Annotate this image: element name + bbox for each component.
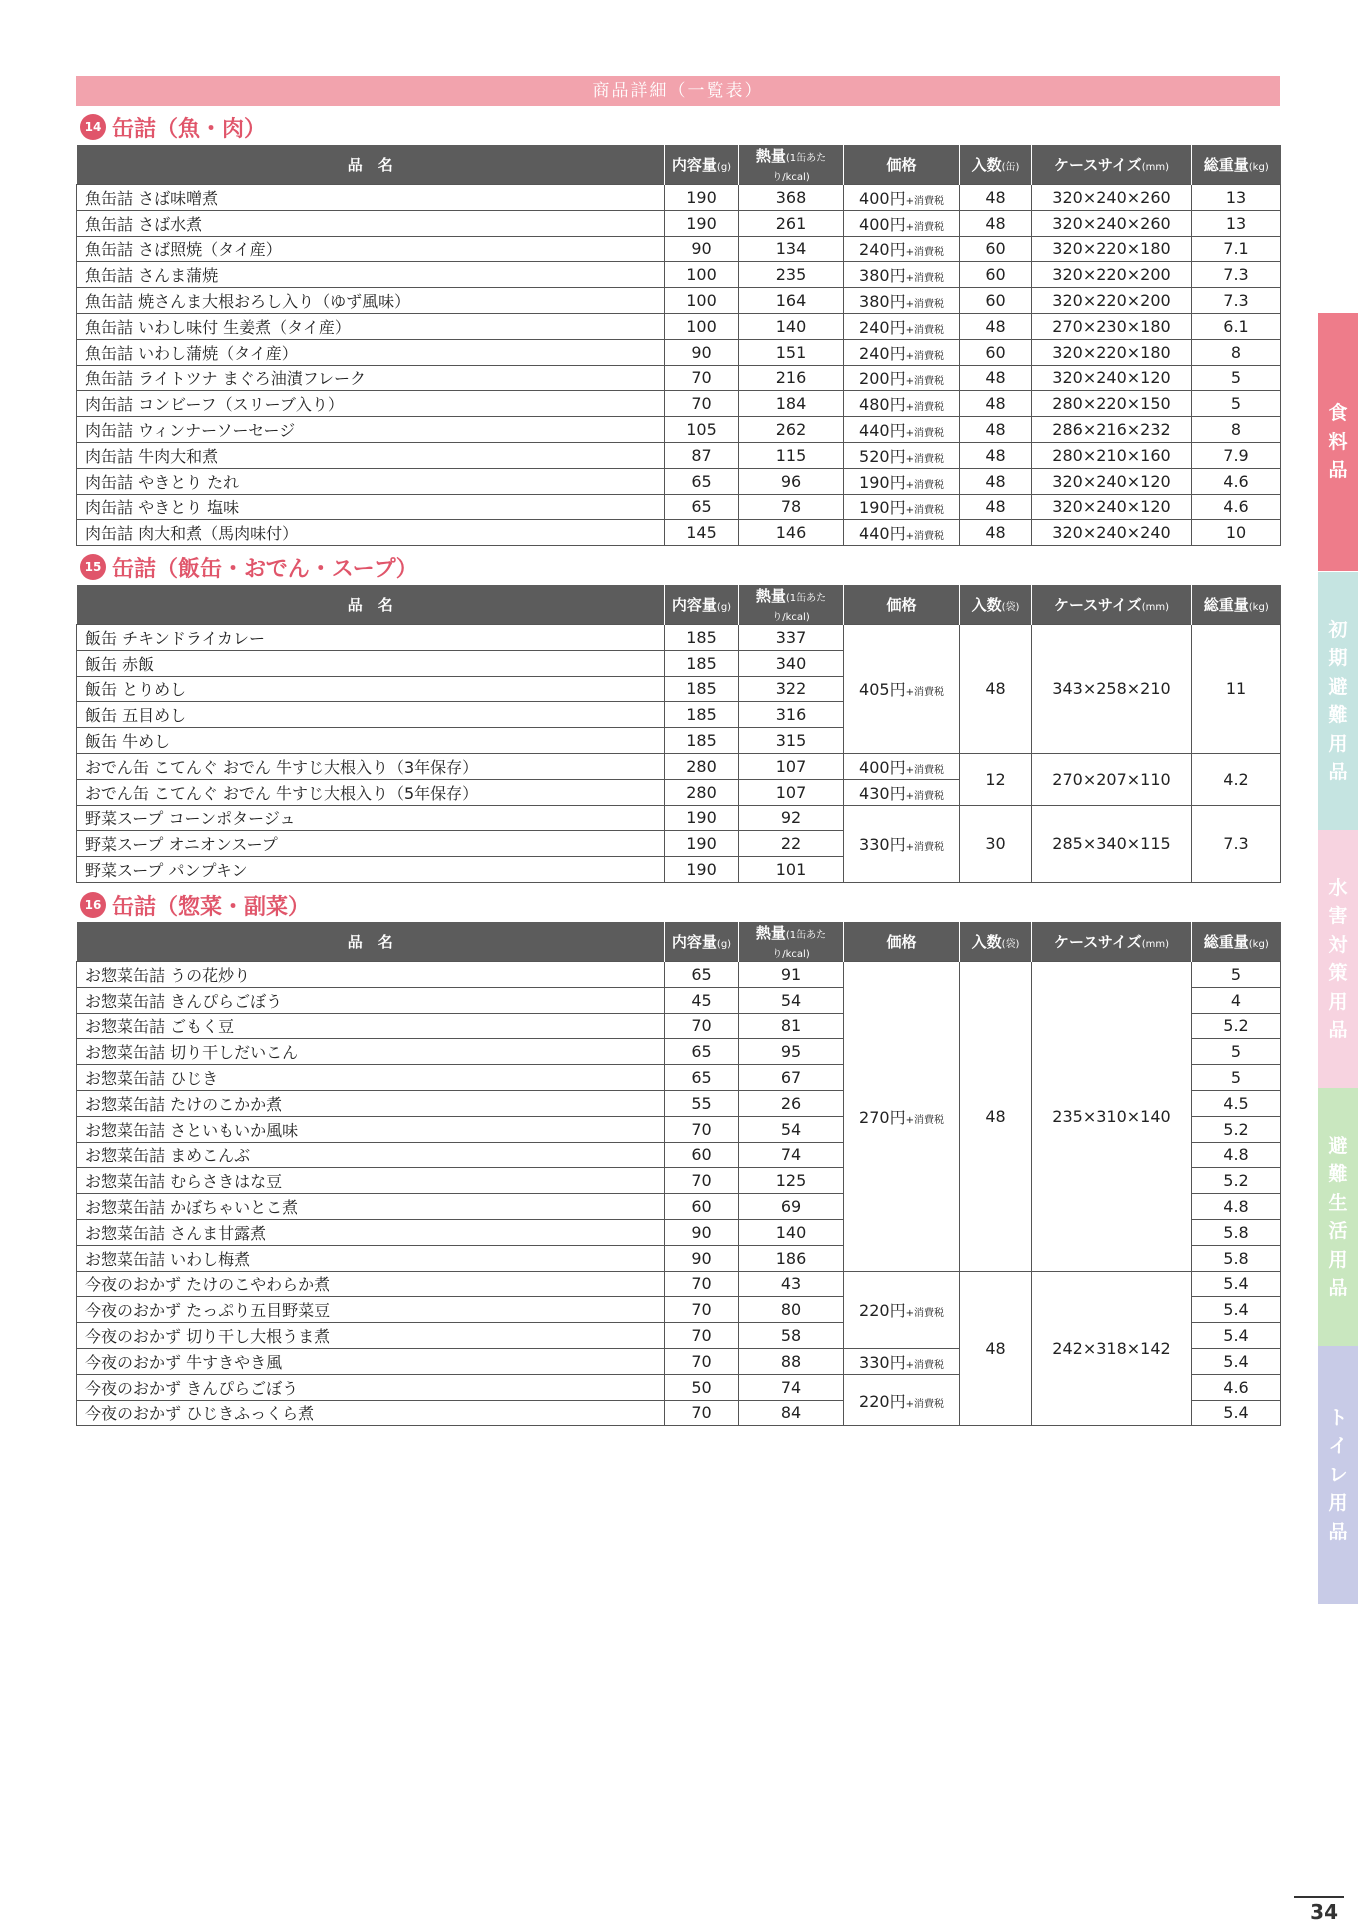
- cell-calorie: 216: [739, 365, 844, 391]
- cell-price: 400円+消費税: [844, 185, 960, 211]
- cell-name: お惣菜缶詰 むらさきはな豆: [77, 1168, 665, 1194]
- cell-price: 330円+消費税: [844, 805, 960, 882]
- header-content: 内容量(g): [665, 922, 739, 962]
- cell-price: 240円+消費税: [844, 236, 960, 262]
- cell-name: 今夜のおかず 切り干し大根うま煮: [77, 1323, 665, 1349]
- cell-calorie: 107: [739, 779, 844, 805]
- cell-calorie: 340: [739, 650, 844, 676]
- cell-case-size: 320×240×120: [1032, 365, 1192, 391]
- section-title-15: [80, 552, 418, 582]
- cell-name: お惣菜缶詰 きんぴらごぼう: [77, 987, 665, 1013]
- cell-weight: 5: [1192, 391, 1281, 417]
- cell-content: 185: [665, 676, 739, 702]
- header-calorie: 熱量(1缶あたり/kcal): [739, 585, 844, 625]
- header-case-size: ケースサイズ(mm): [1032, 922, 1192, 962]
- cell-qty: 48: [960, 468, 1032, 494]
- cell-qty: 48: [960, 185, 1032, 211]
- cell-name: 飯缶 赤飯: [77, 650, 665, 676]
- table-header-row: [77, 145, 1281, 185]
- cell-calorie: 134: [739, 236, 844, 262]
- cell-content: 185: [665, 728, 739, 754]
- cell-case-size: 320×240×260: [1032, 185, 1192, 211]
- cell-content: 90: [665, 1219, 739, 1245]
- cell-price: 190円+消費税: [844, 468, 960, 494]
- cell-price: 400円+消費税: [844, 753, 960, 779]
- table-row: [77, 288, 1281, 314]
- page-number-rule: [1294, 1896, 1344, 1898]
- cell-calorie: 107: [739, 753, 844, 779]
- cell-calorie: 88: [739, 1348, 844, 1374]
- cell-calorie: 78: [739, 494, 844, 520]
- cell-qty: 60: [960, 262, 1032, 288]
- cell-content: 105: [665, 417, 739, 443]
- cell-calorie: 22: [739, 831, 844, 857]
- cell-content: 55: [665, 1090, 739, 1116]
- cell-weight: 8: [1192, 417, 1281, 443]
- cell-name: 今夜のおかず きんぴらごぼう: [77, 1374, 665, 1400]
- page-number: 34: [1310, 1900, 1338, 1924]
- cell-name: お惣菜缶詰 まめこんぶ: [77, 1142, 665, 1168]
- section-number-badge: 16: [80, 892, 106, 918]
- table-row: [77, 391, 1281, 417]
- cell-case-size: 320×220×200: [1032, 262, 1192, 288]
- cell-name: お惣菜缶詰 たけのこかか煮: [77, 1090, 665, 1116]
- cell-weight: 5.4: [1192, 1297, 1281, 1323]
- cell-name: お惣菜缶詰 ごもく豆: [77, 1013, 665, 1039]
- cell-content: 65: [665, 468, 739, 494]
- cell-qty: 48: [960, 494, 1032, 520]
- cell-name: 肉缶詰 ウィンナーソーセージ: [77, 417, 665, 443]
- table-fish-meat: [76, 145, 1281, 546]
- cell-weight: 4.8: [1192, 1194, 1281, 1220]
- section-title-text: 缶詰（惣菜・副菜）: [112, 894, 311, 920]
- cell-name: 今夜のおかず 牛すきやき風: [77, 1348, 665, 1374]
- side-tab-1[interactable]: [1318, 572, 1358, 830]
- cell-case-size: 285×340×115: [1032, 805, 1192, 882]
- cell-content: 90: [665, 236, 739, 262]
- cell-calorie: 322: [739, 676, 844, 702]
- cell-calorie: 235: [739, 262, 844, 288]
- header-name: 品 名: [77, 922, 665, 962]
- cell-weight: 8: [1192, 339, 1281, 365]
- cell-qty: 60: [960, 236, 1032, 262]
- cell-weight: 4.6: [1192, 468, 1281, 494]
- cell-case-size: 320×220×180: [1032, 339, 1192, 365]
- cell-calorie: 74: [739, 1374, 844, 1400]
- cell-name: 魚缶詰 いわし蒲焼（タイ産）: [77, 339, 665, 365]
- cell-content: 185: [665, 702, 739, 728]
- cell-content: 90: [665, 1245, 739, 1271]
- cell-calorie: 115: [739, 442, 844, 468]
- cell-name: 肉缶詰 やきとり 塩味: [77, 494, 665, 520]
- cell-name: おでん缶 こてんぐ おでん 牛すじ大根入り（5年保存）: [77, 779, 665, 805]
- header-price: 価格: [844, 585, 960, 625]
- cell-calorie: 84: [739, 1400, 844, 1426]
- cell-content: 65: [665, 494, 739, 520]
- header-qty: 入数(袋): [960, 585, 1032, 625]
- table-side-dishes: [76, 922, 1281, 1426]
- cell-case-size: 320×240×120: [1032, 468, 1192, 494]
- header-case-size: ケースサイズ(mm): [1032, 585, 1192, 625]
- table-row: [77, 417, 1281, 443]
- cell-calorie: 316: [739, 702, 844, 728]
- cell-price: 440円+消費税: [844, 520, 960, 546]
- cell-case-size: 280×220×150: [1032, 391, 1192, 417]
- cell-content: 90: [665, 339, 739, 365]
- cell-weight: 5.2: [1192, 1168, 1281, 1194]
- header-case-size: ケースサイズ(mm): [1032, 145, 1192, 185]
- cell-weight: 4.6: [1192, 1374, 1281, 1400]
- cell-name: 肉缶詰 牛肉大和煮: [77, 442, 665, 468]
- cell-content: 65: [665, 962, 739, 988]
- cell-name: お惣菜缶詰 さといもいか風味: [77, 1116, 665, 1142]
- cell-price: 405円+消費税: [844, 625, 960, 754]
- cell-content: 50: [665, 1374, 739, 1400]
- cell-weight: 5: [1192, 1039, 1281, 1065]
- header-content: 内容量(g): [665, 145, 739, 185]
- cell-name: 魚缶詰 ライトツナ まぐろ油漬フレーク: [77, 365, 665, 391]
- cell-price: 220円+消費税: [844, 1271, 960, 1348]
- cell-weight: 7.3: [1192, 288, 1281, 314]
- cell-calorie: 91: [739, 962, 844, 988]
- table-row: [77, 753, 1281, 779]
- table-header-row: [77, 585, 1281, 625]
- cell-weight: 4: [1192, 987, 1281, 1013]
- cell-weight: 5.8: [1192, 1219, 1281, 1245]
- table-row: [77, 210, 1281, 236]
- cell-name: おでん缶 こてんぐ おでん 牛すじ大根入り（3年保存）: [77, 753, 665, 779]
- side-tab-label: ト イ レ 用 品: [1328, 1406, 1348, 1543]
- table-row: [77, 625, 1281, 651]
- table-row: [77, 468, 1281, 494]
- cell-name: 肉缶詰 肉大和煮（馬肉味付）: [77, 520, 665, 546]
- cell-price: 200円+消費税: [844, 365, 960, 391]
- table-row: [77, 494, 1281, 520]
- table-row: [77, 805, 1281, 831]
- header-qty: 入数(缶): [960, 145, 1032, 185]
- cell-content: 70: [665, 1013, 739, 1039]
- cell-price: 240円+消費税: [844, 339, 960, 365]
- cell-calorie: 140: [739, 1219, 844, 1245]
- cell-content: 87: [665, 442, 739, 468]
- cell-case-size: 320×220×200: [1032, 288, 1192, 314]
- cell-price: 190円+消費税: [844, 494, 960, 520]
- cell-name: お惣菜缶詰 いわし梅煮: [77, 1245, 665, 1271]
- cell-calorie: 54: [739, 987, 844, 1013]
- table-row: [77, 236, 1281, 262]
- cell-calorie: 125: [739, 1168, 844, 1194]
- cell-calorie: 74: [739, 1142, 844, 1168]
- cell-content: 70: [665, 1400, 739, 1426]
- table-row: [77, 262, 1281, 288]
- cell-name: お惣菜缶詰 かぼちゃいとこ煮: [77, 1194, 665, 1220]
- cell-name: 飯缶 牛めし: [77, 728, 665, 754]
- header-price: 価格: [844, 922, 960, 962]
- cell-content: 100: [665, 288, 739, 314]
- cell-name: 野菜スープ コーンポタージュ: [77, 805, 665, 831]
- cell-weight: 6.1: [1192, 313, 1281, 339]
- cell-calorie: 58: [739, 1323, 844, 1349]
- header-calorie: 熱量(1缶あたり/kcal): [739, 922, 844, 962]
- cell-weight: 7.3: [1192, 805, 1281, 882]
- cell-calorie: 315: [739, 728, 844, 754]
- cell-case-size: 320×240×120: [1032, 494, 1192, 520]
- cell-weight: 7.3: [1192, 262, 1281, 288]
- cell-qty: 60: [960, 288, 1032, 314]
- cell-weight: 5.4: [1192, 1400, 1281, 1426]
- cell-content: 280: [665, 753, 739, 779]
- cell-weight: 11: [1192, 625, 1281, 754]
- cell-qty: 48: [960, 391, 1032, 417]
- cell-name: 飯缶 とりめし: [77, 676, 665, 702]
- cell-calorie: 80: [739, 1297, 844, 1323]
- cell-weight: 4.2: [1192, 753, 1281, 805]
- header-name: 品 名: [77, 145, 665, 185]
- cell-calorie: 26: [739, 1090, 844, 1116]
- cell-content: 70: [665, 1348, 739, 1374]
- header-price: 価格: [844, 145, 960, 185]
- cell-content: 190: [665, 805, 739, 831]
- header-name: 品 名: [77, 585, 665, 625]
- cell-name: お惣菜缶詰 切り干しだいこん: [77, 1039, 665, 1065]
- cell-name: 魚缶詰 焼さんま大根おろし入り（ゆず風味）: [77, 288, 665, 314]
- cell-price: 520円+消費税: [844, 442, 960, 468]
- table-row: [77, 339, 1281, 365]
- cell-calorie: 146: [739, 520, 844, 546]
- header-content: 内容量(g): [665, 585, 739, 625]
- cell-weight: 7.9: [1192, 442, 1281, 468]
- cell-content: 190: [665, 185, 739, 211]
- cell-case-size: 242×318×142: [1032, 1271, 1192, 1426]
- cell-calorie: 261: [739, 210, 844, 236]
- table-row: [77, 520, 1281, 546]
- cell-content: 70: [665, 391, 739, 417]
- cell-weight: 13: [1192, 185, 1281, 211]
- header-qty: 入数(袋): [960, 922, 1032, 962]
- cell-qty: 48: [960, 520, 1032, 546]
- cell-weight: 5: [1192, 365, 1281, 391]
- cell-qty: 48: [960, 417, 1032, 443]
- cell-qty: 48: [960, 442, 1032, 468]
- cell-calorie: 164: [739, 288, 844, 314]
- section-number-badge: 15: [80, 554, 106, 580]
- table-row: [77, 1271, 1281, 1297]
- cell-calorie: 96: [739, 468, 844, 494]
- cell-weight: 5.8: [1192, 1245, 1281, 1271]
- page-banner: 商品詳細（一覧表）: [76, 76, 1280, 106]
- cell-name: 肉缶詰 やきとり たれ: [77, 468, 665, 494]
- side-tab-4[interactable]: [1318, 1346, 1358, 1604]
- cell-price: 330円+消費税: [844, 1348, 960, 1374]
- cell-name: 魚缶詰 さんま蒲焼: [77, 262, 665, 288]
- cell-name: 魚缶詰 さば味噌煮: [77, 185, 665, 211]
- cell-content: 100: [665, 313, 739, 339]
- cell-price: 400円+消費税: [844, 210, 960, 236]
- cell-calorie: 81: [739, 1013, 844, 1039]
- cell-name: 魚缶詰 さば照焼（タイ産）: [77, 236, 665, 262]
- cell-content: 70: [665, 1297, 739, 1323]
- cell-name: お惣菜缶詰 うの花炒り: [77, 962, 665, 988]
- cell-content: 185: [665, 625, 739, 651]
- cell-weight: 4.6: [1192, 494, 1281, 520]
- cell-qty: 48: [960, 962, 1032, 1272]
- cell-weight: 7.1: [1192, 236, 1281, 262]
- cell-content: 70: [665, 1323, 739, 1349]
- cell-content: 60: [665, 1142, 739, 1168]
- cell-weight: 13: [1192, 210, 1281, 236]
- side-tab-2[interactable]: [1318, 830, 1358, 1088]
- cell-case-size: 320×240×260: [1032, 210, 1192, 236]
- cell-case-size: 343×258×210: [1032, 625, 1192, 754]
- side-tab-3[interactable]: [1318, 1088, 1358, 1346]
- cell-calorie: 184: [739, 391, 844, 417]
- cell-calorie: 140: [739, 313, 844, 339]
- table-row: [77, 962, 1281, 988]
- cell-qty: 48: [960, 313, 1032, 339]
- cell-price: 440円+消費税: [844, 417, 960, 443]
- side-tab-label: 避 難 生 活 用 品: [1328, 1134, 1348, 1299]
- cell-name: 魚缶詰 さば水煮: [77, 210, 665, 236]
- cell-case-size: 286×216×232: [1032, 417, 1192, 443]
- cell-content: 70: [665, 365, 739, 391]
- cell-name: 飯缶 五目めし: [77, 702, 665, 728]
- cell-price: 380円+消費税: [844, 262, 960, 288]
- cell-price: 240円+消費税: [844, 313, 960, 339]
- cell-case-size: 320×240×240: [1032, 520, 1192, 546]
- cell-case-size: 270×230×180: [1032, 313, 1192, 339]
- cell-content: 145: [665, 520, 739, 546]
- cell-weight: 5.4: [1192, 1271, 1281, 1297]
- header-weight: 総重量(kg): [1192, 145, 1281, 185]
- cell-calorie: 92: [739, 805, 844, 831]
- cell-name: 今夜のおかず たけのこやわらか煮: [77, 1271, 665, 1297]
- cell-qty: 48: [960, 365, 1032, 391]
- section-title-14: [80, 112, 266, 142]
- cell-qty: 30: [960, 805, 1032, 882]
- cell-weight: 4.5: [1192, 1090, 1281, 1116]
- cell-qty: 60: [960, 339, 1032, 365]
- cell-case-size: 270×207×110: [1032, 753, 1192, 805]
- cell-name: 今夜のおかず たっぷり五目野菜豆: [77, 1297, 665, 1323]
- cell-name: お惣菜缶詰 さんま甘露煮: [77, 1219, 665, 1245]
- cell-name: 肉缶詰 コンビーフ（スリーブ入り）: [77, 391, 665, 417]
- cell-content: 100: [665, 262, 739, 288]
- cell-content: 45: [665, 987, 739, 1013]
- cell-calorie: 368: [739, 185, 844, 211]
- cell-price: 480円+消費税: [844, 391, 960, 417]
- cell-name: 飯缶 チキンドライカレー: [77, 625, 665, 651]
- cell-weight: 5.4: [1192, 1323, 1281, 1349]
- cell-content: 60: [665, 1194, 739, 1220]
- cell-content: 185: [665, 650, 739, 676]
- cell-content: 65: [665, 1039, 739, 1065]
- cell-content: 70: [665, 1271, 739, 1297]
- cell-weight: 5.4: [1192, 1348, 1281, 1374]
- cell-calorie: 67: [739, 1065, 844, 1091]
- table-row: [77, 365, 1281, 391]
- side-tab-label: 食 料 品: [1328, 402, 1348, 482]
- cell-weight: 5.2: [1192, 1013, 1281, 1039]
- cell-qty: 12: [960, 753, 1032, 805]
- table-rice-oden-soup: [76, 585, 1281, 883]
- table-row: [77, 442, 1281, 468]
- cell-calorie: 151: [739, 339, 844, 365]
- section-title-16: [80, 890, 310, 920]
- cell-price: 270円+消費税: [844, 962, 960, 1272]
- cell-qty: 48: [960, 210, 1032, 236]
- cell-content: 190: [665, 210, 739, 236]
- cell-content: 190: [665, 831, 739, 857]
- cell-content: 65: [665, 1065, 739, 1091]
- cell-case-size: 235×310×140: [1032, 962, 1192, 1272]
- cell-name: 野菜スープ パンプキン: [77, 857, 665, 883]
- cell-content: 70: [665, 1168, 739, 1194]
- cell-calorie: 337: [739, 625, 844, 651]
- cell-calorie: 43: [739, 1271, 844, 1297]
- side-tab-label: 初 期 避 難 用 品: [1328, 618, 1348, 783]
- cell-price: 380円+消費税: [844, 288, 960, 314]
- cell-name: 野菜スープ オニオンスープ: [77, 831, 665, 857]
- side-tab-label: 水 害 対 策 用 品: [1328, 876, 1348, 1041]
- cell-calorie: 262: [739, 417, 844, 443]
- cell-weight: 4.8: [1192, 1142, 1281, 1168]
- section-title-text: 缶詰（魚・肉）: [112, 116, 267, 142]
- cell-case-size: 320×220×180: [1032, 236, 1192, 262]
- cell-name: お惣菜缶詰 ひじき: [77, 1065, 665, 1091]
- cell-qty: 48: [960, 1271, 1032, 1426]
- section-number-badge: 14: [80, 114, 106, 140]
- cell-calorie: 69: [739, 1194, 844, 1220]
- cell-calorie: 95: [739, 1039, 844, 1065]
- side-tab-0[interactable]: [1318, 313, 1358, 571]
- cell-calorie: 186: [739, 1245, 844, 1271]
- cell-calorie: 54: [739, 1116, 844, 1142]
- cell-price: 430円+消費税: [844, 779, 960, 805]
- cell-content: 190: [665, 857, 739, 883]
- cell-qty: 48: [960, 625, 1032, 754]
- table-row: [77, 313, 1281, 339]
- cell-content: 70: [665, 1116, 739, 1142]
- cell-weight: 5.2: [1192, 1116, 1281, 1142]
- table-header-row: [77, 922, 1281, 962]
- cell-weight: 5: [1192, 962, 1281, 988]
- cell-case-size: 280×210×160: [1032, 442, 1192, 468]
- cell-name: 魚缶詰 いわし味付 生姜煮（タイ産）: [77, 313, 665, 339]
- table-row: [77, 185, 1281, 211]
- cell-weight: 10: [1192, 520, 1281, 546]
- cell-weight: 5: [1192, 1065, 1281, 1091]
- cell-content: 280: [665, 779, 739, 805]
- header-calorie: 熱量(1缶あたり/kcal): [739, 145, 844, 185]
- cell-calorie: 101: [739, 857, 844, 883]
- cell-price: 220円+消費税: [844, 1374, 960, 1426]
- cell-name: 今夜のおかず ひじきふっくら煮: [77, 1400, 665, 1426]
- header-weight: 総重量(kg): [1192, 585, 1281, 625]
- section-title-text: 缶詰（飯缶・おでん・スープ）: [112, 556, 418, 582]
- header-weight: 総重量(kg): [1192, 922, 1281, 962]
